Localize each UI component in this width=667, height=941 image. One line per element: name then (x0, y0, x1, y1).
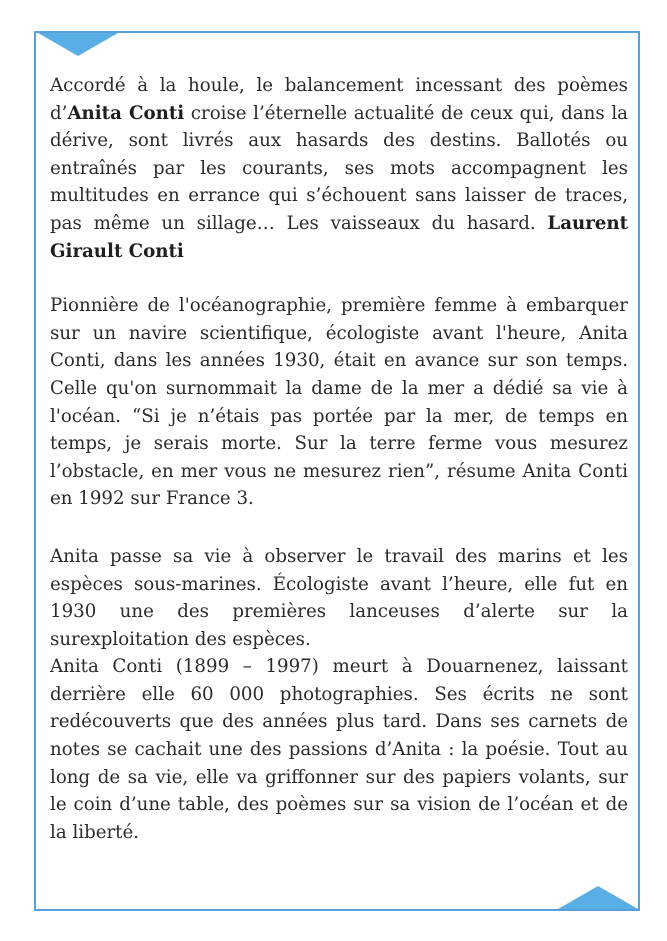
top-corner-decoration (38, 33, 118, 56)
legacy-paragraph: Anita Conti (1899 – 1997) meurt à Douarnenez, laissant derrière elle 60 000 photographies. Ses écrits ne sont redécouverts que des années plus tard. Dans ses carnets de notes se cachait une des passions d’Anita : la poésie. Tout au long de sa vie, elle va griffonner sur des papiers volants, sur le coin d’une table, des poèmes sur sa vision de l’océan et de la liberté. (50, 656, 628, 843)
ecology-paragraph: Anita passe sa vie à observer le travail des marins et les espèces sous-marines. Écologiste avant l’heure, elle fut en 1930 une des premières lanceuses d’alerte sur la surexploitation des espèces. (50, 545, 628, 650)
intro-text-start: Accordé à la houle, le balancement incessant des poèmes d’ (50, 75, 628, 124)
intro-paragraph (50, 72, 628, 265)
bottom-corner-decoration (558, 886, 638, 909)
document-body (50, 72, 628, 846)
biography-paragraph: Pionnière de l'océanographie, première femme à embarquer sur un navire scientifique, écologiste avant l'heure, Anita Conti, dans les années 1930, était en avance sur son temps. Celle qu'on surnommait la dame de la mer a dédié sa vie à l'océan. “Si je n’étais pas portée par la mer, de temps en temps, je serais morte. Sur la terre ferme vous mesurez l’obstacle, en mer vous ne mesurez rien”, résume Anita Conti en 1992 sur France 3. (50, 295, 628, 510)
spacer (50, 265, 628, 292)
spacer (50, 513, 628, 543)
intro-text-end: croise l’éternelle actualité de ceux qui, dans la dérive, sont livrés aux hasards des destins. Ballotés ou entraînés par les courants, ses mots accompagnent les multitudes en errance qui s’échouent sans laisser de traces, pas même un sillage… Les vaisseaux du hasard. (50, 102, 628, 234)
quote-author: Laurent Girault Conti (50, 212, 628, 262)
subject-name: Anita Conti (67, 102, 185, 124)
